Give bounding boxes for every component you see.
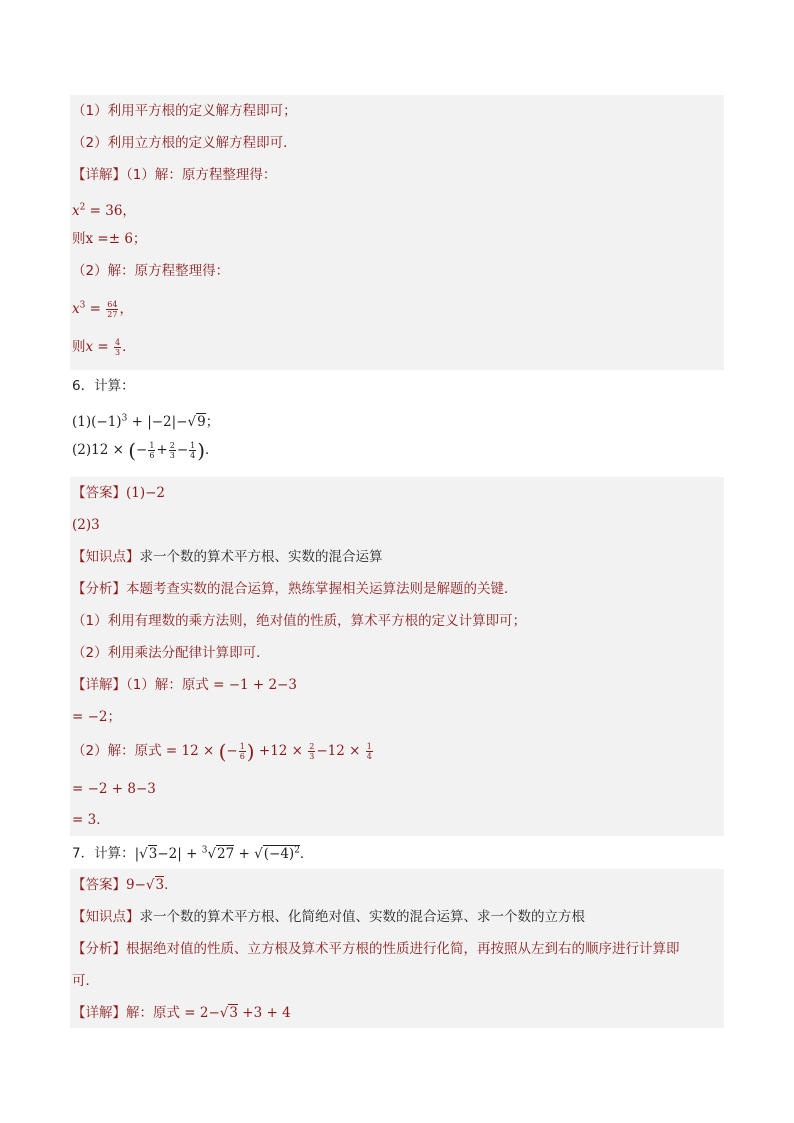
knowledge-tag: 【知识点】 (72, 909, 140, 925)
solution-line-1: 则x =± 6； (70, 223, 724, 255)
answer-line-6 (70, 477, 724, 509)
knowledge-point-6 (70, 541, 724, 573)
analysis-text: 本题考查实数的混合运算，熟练掌握相关运算法则是解题的关键． (126, 581, 518, 597)
hint-line-2 (70, 127, 724, 159)
question-6-part-1 (70, 408, 724, 432)
detail-6-1-line-2: = −2； (70, 701, 724, 733)
knowledge-text: 求一个数的算术平方根、化简绝对值、实数的混合运算、求一个数的立方根 (139, 909, 585, 925)
answer-text: (1)−2 (126, 485, 166, 501)
knowledge-text: 求一个数的算术平方根、实数的混合运算 (139, 549, 383, 565)
analysis-hint-6-2: （2）利用乘法分配律计算即可． (70, 637, 724, 669)
equation: $x^2 = 36$， (72, 202, 136, 219)
analysis-tag: 【分析】 (72, 581, 126, 597)
detail-tag: 【详解】 (72, 1005, 126, 1021)
detail-line-1 (70, 159, 724, 191)
analysis-7-line-2: 可． (70, 965, 724, 997)
answer-tag: 【答案】 (72, 877, 126, 893)
question-6-part-2 (70, 440, 724, 472)
solution-line-2: 则x = $\frac{4}{3}$ ． (70, 327, 724, 370)
analysis-tag: 【分析】 (72, 941, 126, 957)
analysis-text: 根据绝对值的性质、立方根及算术平方根的性质进行化简，再按照从左到右的顺序进行计算即 (126, 941, 680, 957)
answer-tag: 【答案】 (72, 485, 126, 501)
detail-6-2-line-2: = −2 + 8−3 (70, 773, 724, 804)
equation-line-2 (70, 287, 724, 327)
knowledge-point-7 (70, 901, 724, 933)
problem-expression: $|√3-2| + ^3√27 + √(-4)^2$． (134, 845, 314, 862)
detail-line-2 (70, 255, 724, 287)
answer-text: 9−√3． (126, 877, 178, 893)
answer-line-6-2 (70, 509, 724, 541)
answer-text: (2)3 (72, 517, 100, 533)
detail-6-2-line-3: = 3． (70, 804, 724, 836)
equation-line-1 (70, 191, 724, 223)
solution-math: x = $\frac{4}{3}$ ． (85, 338, 136, 357)
hint-line-1 (70, 95, 724, 127)
hint-text: （1）利用平方根的定义解方程即可； (72, 103, 297, 119)
detail-text: （1）解：原方程整理得： (126, 167, 277, 183)
answer-line-7 (70, 869, 724, 901)
detail-tag: 【详解】 (72, 677, 126, 693)
analysis-7 (70, 933, 724, 965)
detail-tag: 【详解】 (72, 167, 126, 183)
equation: $x^3$ = $\frac{64}{27}$ ， (72, 299, 133, 319)
analysis-6 (70, 573, 724, 605)
analysis-hint-6-1: （1）利用有理数的乘方法则，绝对值的性质，算术平方根的定义计算即可； (70, 605, 724, 637)
problem-expression: (2)12 × (− $\frac{1}{6}$ + $\frac{2}{3}$ − $\frac{1}{4}$ )． (72, 438, 219, 463)
detail-text: （2）解：原方程整理得： (72, 263, 230, 279)
detail-expression: = 12 × (− $\frac{1}{6}$ ) +12 × $\frac{2}{3}$ −12 × $\frac{1}{4}$ (161, 739, 372, 764)
question-7-title: 7．计算：$|√3-2| + ^3√27 + √(-4)^2$． (72, 845, 314, 862)
solution-math: x =± 6 (85, 231, 133, 247)
hint-text: （2）利用立方根的定义解方程即可． (72, 135, 297, 151)
detail-7: 【详解】解：原式 = 2−√3 +3 + 4 (70, 997, 724, 1028)
question-6-title: 6．计算： (72, 378, 135, 394)
problem-expression: $(1)(-1)^3 + |-2|-√9$； (72, 413, 220, 430)
detail-6-2: （2）解：原式 = 12 × (− $\frac{1}{6}$ ) +12 × $\frac{2}{3}$ −12 × $\frac{1}{4}$ (70, 733, 724, 773)
detail-6-1: 【详解】（1）解：原式 = −1 + 2−3 (70, 669, 724, 701)
detail-expression: = 2−√3 +3 + 4 (180, 1005, 291, 1021)
knowledge-tag: 【知识点】 (72, 549, 140, 565)
